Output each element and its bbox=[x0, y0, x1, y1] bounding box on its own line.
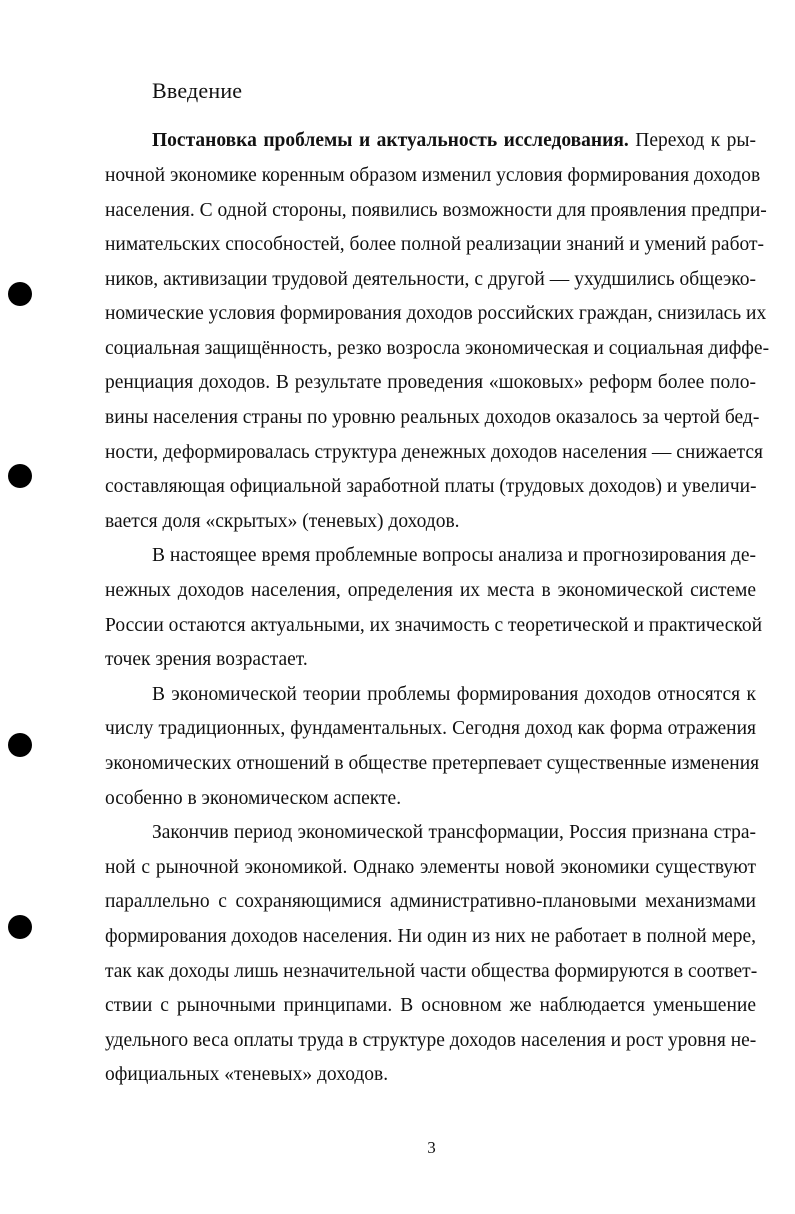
text-line: официальных «теневых» доходов. bbox=[105, 1064, 389, 1085]
text-line: нежных доходов населения, определения их места в экономической системе bbox=[105, 580, 756, 601]
text-line: точек зрения возрастает. bbox=[105, 649, 308, 670]
text-line: вины населения страны по уровню реальных доходов оказалось за чертой бед- bbox=[105, 407, 760, 428]
text-line: Закончив период экономической трансформации, Россия признана стра- bbox=[152, 822, 756, 843]
text-span: Переход к ры- bbox=[628, 130, 756, 151]
text-line: номические условия формирования доходов российских граждан, снизилась их bbox=[105, 303, 767, 324]
text-line: ной с рыночной экономикой. Однако элементы новой экономики существуют bbox=[105, 857, 756, 878]
text-line: параллельно с сохраняющимися административно-плановыми механизмами bbox=[105, 891, 756, 912]
text-line: особенно в экономическом аспекте. bbox=[105, 788, 402, 809]
text-line: составляющая официальной заработной платы (трудовых доходов) и увеличи- bbox=[105, 476, 757, 497]
text-line: нимательских способностей, более полной реализации знаний и умений работ- bbox=[105, 234, 765, 255]
binder-hole-mark bbox=[8, 915, 32, 939]
text-line: удельного веса оплаты труда в структуре доходов населения и рост уровня не- bbox=[105, 1030, 757, 1051]
text-line: социальная защищённость, резко возросла экономическая и социальная диффе- bbox=[105, 338, 770, 359]
text-line: числу традиционных, фундаментальных. Сегодня доход как форма отражения bbox=[105, 718, 756, 739]
text-line: ников, активизации трудовой деятельности, с другой — ухудшились общеэко- bbox=[105, 269, 756, 290]
text-line: России остаются актуальными, их значимость с теоретической и практической bbox=[105, 615, 763, 636]
text-line: ствии с рыночными принципами. В основном же наблюдается уменьшение bbox=[105, 995, 756, 1016]
page-number: 3 bbox=[427, 1138, 436, 1157]
section-heading: Введение bbox=[152, 78, 243, 103]
bold-lead-phrase: Постановка проблемы и актуальность исследования. bbox=[152, 130, 629, 151]
text-line: экономических отношений в обществе претерпевает существенные изменения bbox=[105, 753, 760, 774]
text-line: вается доля «скрытых» (теневых) доходов. bbox=[105, 511, 460, 532]
text-line bbox=[152, 129, 756, 153]
text-line: так как доходы лишь незначительной части общества формируются в соответ- bbox=[105, 961, 758, 982]
text-line: формирования доходов населения. Ни один из них не работает в полной мере, bbox=[105, 926, 756, 947]
text-line: ности, деформировалась структура денежных доходов населения — снижается bbox=[105, 442, 763, 463]
text-line: В экономической теории проблемы формирования доходов относятся к bbox=[152, 684, 756, 705]
text-line: ночной экономике коренным образом изменил условия формирования доходов bbox=[105, 165, 761, 186]
text-line: ренциация доходов. В результате проведения «шоковых» реформ более поло- bbox=[105, 372, 756, 393]
binder-hole-mark bbox=[8, 282, 32, 306]
text-line: населения. С одной стороны, появились возможности для проявления предпри- bbox=[105, 200, 767, 221]
text-line: В настоящее время проблемные вопросы анализа и прогнозирования де- bbox=[152, 545, 757, 566]
binder-hole-mark bbox=[8, 464, 32, 488]
binder-hole-mark bbox=[8, 733, 32, 757]
